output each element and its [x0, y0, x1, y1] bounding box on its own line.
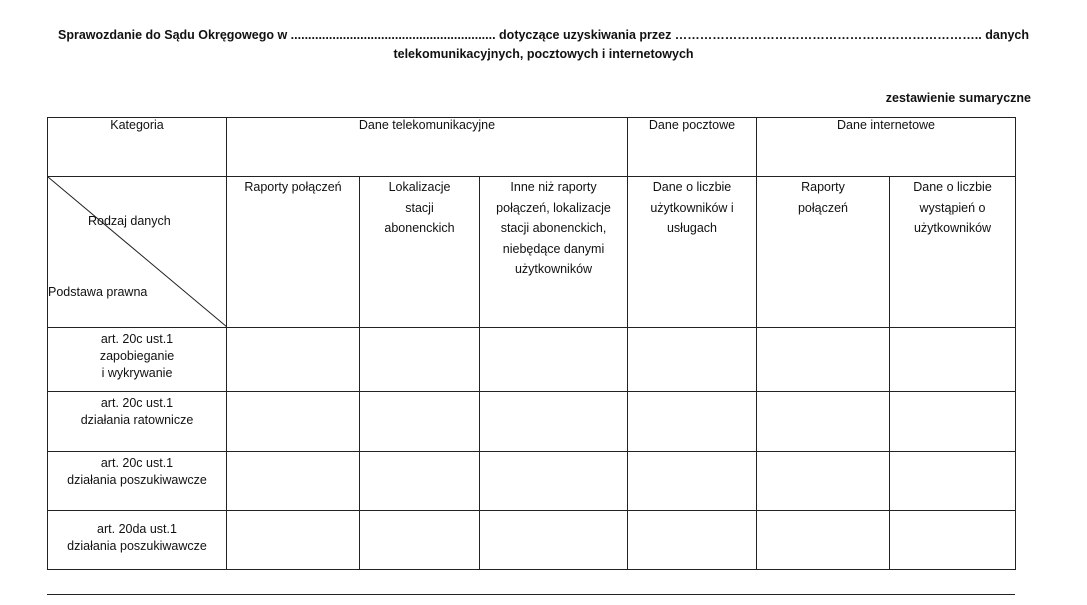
data-cell[interactable]	[757, 392, 890, 452]
data-cell[interactable]	[480, 452, 628, 511]
row-basis-cell: art. 20c ust.1 działania ratownicze	[48, 392, 227, 452]
data-cell[interactable]	[360, 392, 480, 452]
data-cell[interactable]	[227, 452, 360, 511]
table-row	[48, 328, 1016, 392]
subheader-postal-users: Dane o liczbie użytkowników i usługach	[628, 177, 757, 328]
diagonal-cell	[48, 177, 227, 328]
data-cell[interactable]	[628, 511, 757, 570]
data-cell[interactable]	[480, 328, 628, 392]
header-internet: Dane internetowe	[757, 118, 1016, 177]
diagonal-line	[48, 177, 227, 327]
table-row	[48, 511, 1016, 570]
header-category: Kategoria	[48, 118, 227, 177]
data-cell[interactable]	[480, 511, 628, 570]
table-row	[48, 392, 1016, 452]
data-cell[interactable]	[480, 392, 628, 452]
row-basis-cell: art. 20c ust.1 zapobieganie i wykrywanie	[48, 328, 227, 392]
data-cell[interactable]	[227, 328, 360, 392]
row-basis-cell: art. 20da ust.1 działania poszukiwawcze	[48, 511, 227, 570]
subheader-internet-call-reports: Raporty połączeń	[757, 177, 890, 328]
subheader-call-reports: Raporty połączeń	[227, 177, 360, 328]
data-cell[interactable]	[227, 511, 360, 570]
row-basis-cell: art. 20c ust.1 działania poszukiwawcze	[48, 452, 227, 511]
data-cell[interactable]	[227, 392, 360, 452]
data-cell[interactable]	[890, 452, 1016, 511]
data-cell[interactable]	[360, 511, 480, 570]
diagonal-bottom-label: Podstawa prawna	[48, 285, 148, 299]
data-cell[interactable]	[890, 392, 1016, 452]
summary-label: zestawienie sumaryczne	[885, 91, 1031, 105]
header-telecom: Dane telekomunikacyjne	[227, 118, 628, 177]
title-line-2: telekomunikacyjnych, pocztowych i internetowych	[393, 47, 694, 61]
header-row-sub	[48, 177, 1016, 328]
data-cell[interactable]	[890, 511, 1016, 570]
data-cell[interactable]	[360, 452, 480, 511]
title-line-1: Sprawozdanie do Sądu Okręgowego w ........................................................... dotyczące uzyskiwania przez ……………………………………………………………….. danych	[58, 28, 1029, 42]
footer-rule	[47, 594, 1015, 595]
data-cell[interactable]	[628, 392, 757, 452]
subheader-internet-requests: Dane o liczbie wystąpień o użytkowników	[890, 177, 1016, 328]
document-title	[30, 26, 1057, 64]
header-row-top	[48, 118, 1016, 177]
data-cell[interactable]	[628, 328, 757, 392]
data-cell[interactable]	[757, 452, 890, 511]
report-table	[47, 117, 1016, 570]
data-cell[interactable]	[628, 452, 757, 511]
table-row	[48, 452, 1016, 511]
data-cell[interactable]	[757, 328, 890, 392]
header-postal: Dane pocztowe	[628, 118, 757, 177]
data-cell[interactable]	[360, 328, 480, 392]
data-cell[interactable]	[890, 328, 1016, 392]
subheader-station-locations: Lokalizacje stacji abonenckich	[360, 177, 480, 328]
diagonal-top-label: Rodzaj danych	[88, 214, 171, 228]
data-cell[interactable]	[757, 511, 890, 570]
subheader-other-data: Inne niż raporty połączeń, lokalizacje stacji abonenckich, niebędące danymi użytkowników	[480, 177, 628, 328]
